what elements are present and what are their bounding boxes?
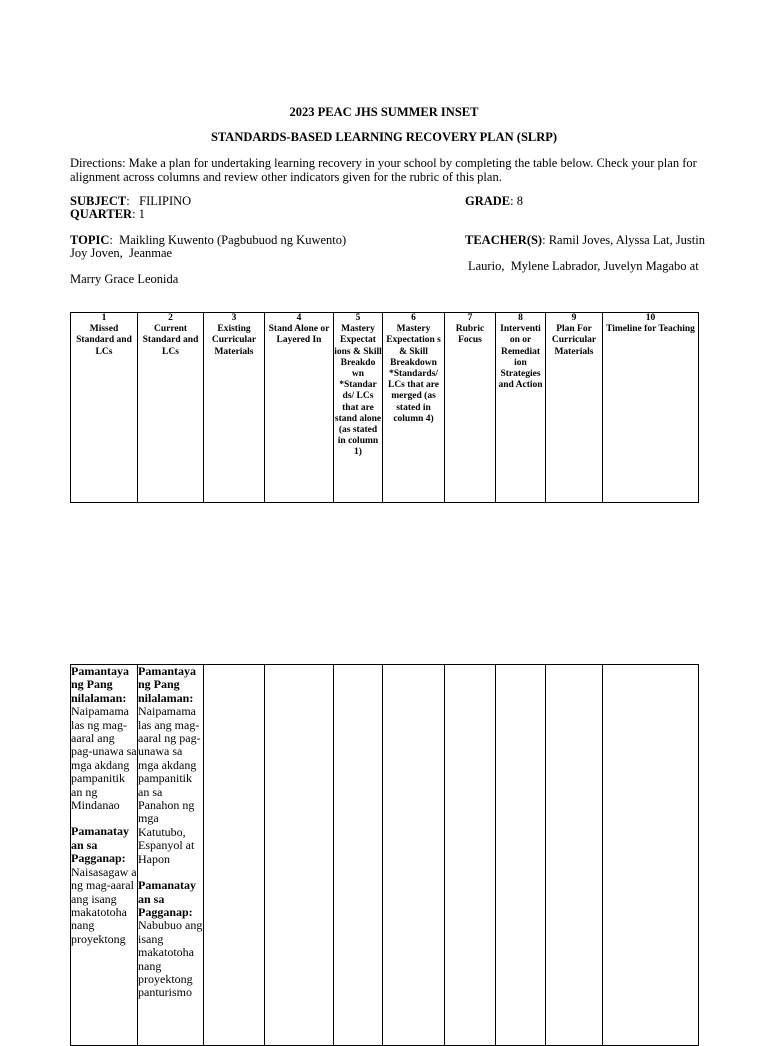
content-standard-text: Naipamama las ang mag-aaral ng pag-unawa sa mga akdang pampanitik an sa Panahon ng mga Katutubo, Espanyol at Hapon [138,704,201,866]
quarter-line [70,208,145,222]
topic-continuation: Joy Joven, Jeanmae [70,246,173,260]
topic-label: TOPIC [70,233,110,247]
column-header-7: 7 Rubric Focus [445,313,496,503]
subject-value: : FILIPINO [126,194,192,208]
subject-label: SUBJECT [70,194,127,208]
directions-text: Directions: Make a plan for undertaking learning recovery in your school by completing the table below. Check your plan for alignment across columns and review other indicators given for the rubric of this plan. [70,156,697,184]
performance-standard-text: Naisasagaw a ng mag-aaral ang isang makatotoha nang proyektong [71,864,137,946]
teachers-continuation: Laurio, Mylene Labrador, Juvelyn Magabo at [468,259,699,273]
grade-value: : 8 [510,194,524,208]
rubric-focus-cell [445,665,496,1046]
quarter-value: : 1 [132,207,145,221]
teachers-line [465,234,705,248]
quarter-label: QUARTER [70,207,133,221]
performance-standard-heading: Pamanatay an sa Pagganap: [71,824,129,866]
missed-standard-cell [71,665,138,1046]
column-header-9: 9 Plan For Curricular Materials [546,313,603,503]
column-header-10: 10 Timeline for Teaching [603,313,699,503]
document-title: 2023 PEAC JHS SUMMER INSET [289,105,479,119]
performance-standard-heading: Pamanatay an sa Pagganap: [138,878,196,919]
column-header-8: 8 Interventi on or Remediat ion Strategies and Action [496,313,546,503]
stand-alone-cell [265,665,334,1046]
column-header-4: 4 Stand Alone or Layered In [265,313,334,503]
column-header-3: 3 Existing Curricular Materials [204,313,265,503]
column-header-5: 5 Mastery Expectat ions & Skill Breakdo wn *Standar ds/ LCs that are stand alone (as stated in column 1) [334,313,383,503]
teachers-label: TEACHER(S) [465,233,543,247]
document-subtitle: STANDARDS-BASED LEARNING RECOVERY PLAN (SLRP) [210,130,558,144]
performance-standard-text: Nabubuo ang isang makatotoha nang proyektong panturismo [138,918,203,1000]
column-header-2: 2 Current Standard and LCs [138,313,204,503]
column-header-1: 1 Missed Standard and LCs [71,313,138,503]
intervention-cell [496,665,546,1046]
topic-continuation-2: Marry Grace Leonida [70,272,179,286]
table-row [71,665,699,1046]
mastery-stand-alone-cell [334,665,383,1046]
grade-label: GRADE [465,194,511,208]
timeline-cell [603,665,699,1046]
current-standard-cell [138,665,204,1046]
teachers-value: : Ramil Joves, Alyssa Lat, Justin [542,233,705,247]
plan-materials-cell [546,665,603,1046]
column-header-6: 6 Mastery Expectation s & Skill Breakdown *Standards/ LCs that are merged (as stated in column 4) [383,313,445,503]
topic-value: : Maikling Kuwento (Pagbubuod ng Kuwento) [109,233,347,247]
header-row [71,313,699,503]
plan-body-table [70,664,699,1046]
mastery-merged-cell [383,665,445,1046]
grade-line [465,195,523,209]
existing-materials-cell [204,665,265,1046]
content-standard-text: Naipamama las ng mag-aaral ang pag-unawa sa mga akdang pampanitik an ng Mindanao [71,704,137,813]
content-standard-heading: Pamantaya ng Pang nilalaman: [71,664,129,705]
column-header-table [70,312,699,503]
content-standard-heading: Pamantaya ng Pang nilalaman: [138,664,196,705]
